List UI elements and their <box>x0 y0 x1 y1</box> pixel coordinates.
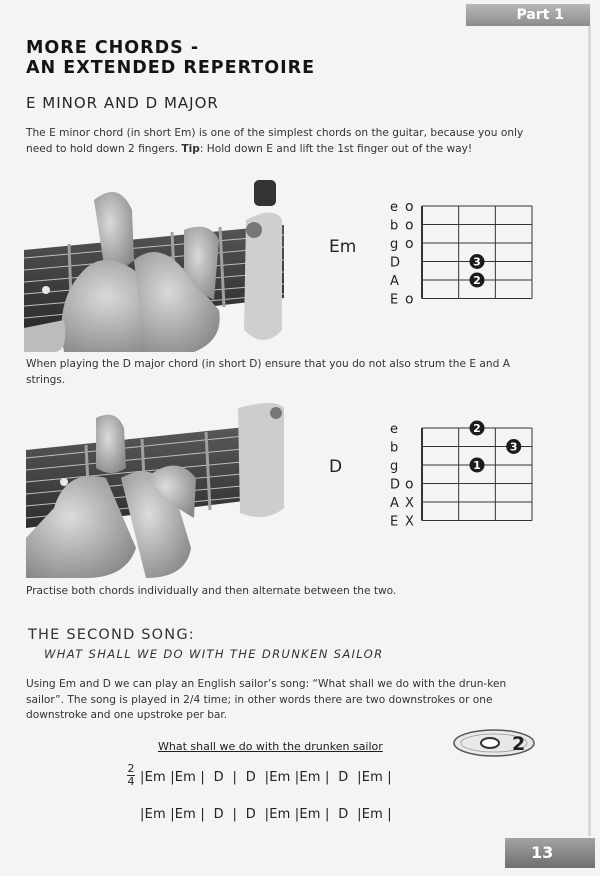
section-heading-second-song: THE SECOND SONG: <box>28 627 195 643</box>
time-signature-bottom: 4 <box>127 775 135 788</box>
em-string-name: A <box>390 274 399 289</box>
d-paragraph: When playing the D major chord (in short D) ensure that you do not also strum the E and A strings. <box>26 358 510 386</box>
em-string-name: D <box>390 255 401 271</box>
em-string-name: b <box>390 218 399 234</box>
cd-track-number: 2 <box>512 733 526 755</box>
em-chord-diagram <box>384 196 544 308</box>
d-finger-number: 2 <box>473 422 481 435</box>
em-finger-number: 3 <box>473 255 481 269</box>
em-finger-number: 2 <box>473 274 481 287</box>
page-title <box>26 38 315 78</box>
em-string-name: E <box>390 292 399 308</box>
d-string-name: E <box>390 514 399 530</box>
practise-paragraph: Practise both chords individually and then alternate between the two. <box>26 585 397 597</box>
d-string-name: b <box>390 440 399 456</box>
d-string-name: A <box>390 496 399 511</box>
em-string-name: g <box>390 237 399 252</box>
em-string-mark: o <box>405 291 414 308</box>
d-chord-label: D <box>329 457 343 477</box>
em-string-mark: o <box>405 217 414 234</box>
d-finger-number: 1 <box>473 459 481 472</box>
tip-label: Tip <box>181 142 200 155</box>
side-rule <box>588 26 591 836</box>
title-line-2: AN EXTENDED REPERTOIRE <box>26 58 316 78</box>
intro-paragraph <box>26 126 536 157</box>
d-string-name: g <box>390 459 399 474</box>
title-line-1: MORE CHORDS - <box>26 38 200 58</box>
em-string-mark: o <box>405 199 414 215</box>
d-string-name: D <box>390 477 401 493</box>
d-string-mark: X <box>405 496 414 511</box>
em-chord-photo <box>24 180 284 352</box>
intro-text-2: : Hold down E and lift the 1st finger out of the way! <box>199 142 473 155</box>
chord-bars-line-2: |Em |Em | D | D |Em |Em | D |Em | <box>140 807 392 822</box>
time-signature-top: 2 <box>127 762 135 775</box>
time-signature <box>126 763 136 788</box>
d-finger-number: 3 <box>509 440 518 454</box>
section-heading-em-d: E MINOR AND D MAJOR <box>26 94 219 112</box>
d-chord-photo <box>26 398 286 578</box>
em-string-mark: o <box>405 236 414 252</box>
part-tab: Part 1 <box>466 4 590 26</box>
d-string-mark: o <box>405 476 414 493</box>
song-title: What shall we do with the drunken sailor <box>158 740 383 753</box>
intro-text-1: The E minor chord (in short Em) is one of the simplest chords on the guitar, because you only need to hold down 2 fingers. <box>26 127 524 155</box>
d-chord-diagram <box>384 418 544 530</box>
cd-track-icon <box>452 728 536 758</box>
d-string-mark: X <box>405 514 414 530</box>
chord-bars-line-1: |Em |Em | D | D |Em |Em | D |Em | <box>140 770 392 785</box>
song-subheading: WHAT SHALL WE DO WITH THE DRUNKEN SAILOR <box>44 647 384 661</box>
page-number: 13 <box>505 838 595 868</box>
song-paragraph: Using Em and D we can play an English sailor’s song: “What shall we do with the drun-ken sailor”. The song is played in 2/4 time; in other words there are two downstrokes or one downstroke and one upstroke per bar. <box>26 678 507 721</box>
d-string-name: e <box>390 422 398 437</box>
em-string-name: e <box>390 200 398 215</box>
em-chord-label: Em <box>329 237 357 257</box>
